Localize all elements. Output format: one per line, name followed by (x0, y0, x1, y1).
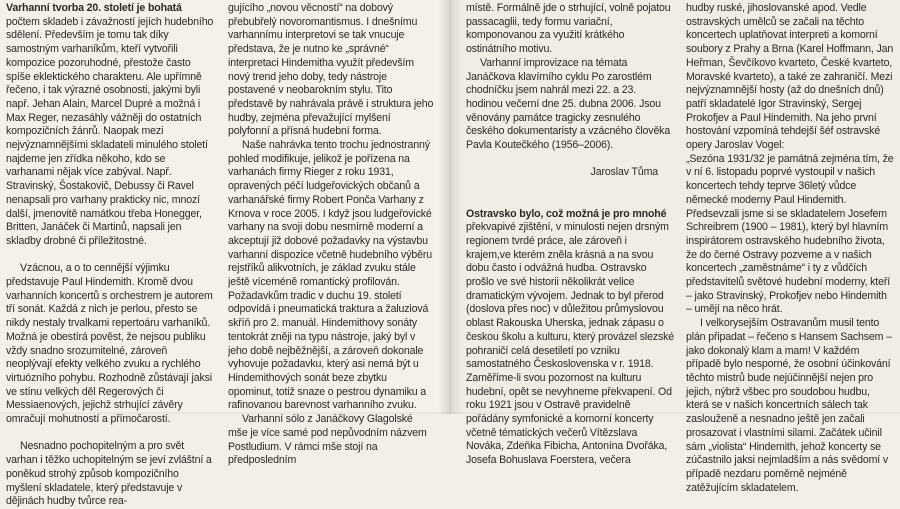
column-4 (686, 2, 894, 495)
paragraph-3-text: překvapivé zjištění, v minulosti nejen drsným regionem tvrdé práce, ale zároveň i krajem,ve kterém zněla krásná a na svou dobu často i odvážná hudba. Ostravsko prošlo ve své historii několikrát velice dramatickým vývojem. Jednak to byl přerod (doslova přes noc) v důležitou průmyslovou oblast Rakouska Uherska, jednak zápasu o českou školu a kulturu, který provázel slezské pohraničí celá desetiletí po vzniku samostatného Československa v r. 1918. Zaměříme-li svou pozornost na kulturu hudební, opět se nevyhneme překvapení. Od roku 1921 jsou v Ostravě pravidelně pořádány symfonické a komorní koncerty včetně tématických večerů Vítězslava Nováka, Zdeňka Fibicha, Antonína Dvořáka, Josefa Bohuslava Foerstera, večera (466, 221, 674, 467)
column-3 (466, 2, 674, 468)
paragraph-3 (466, 208, 674, 468)
section-heading-ostravsko: Ostravsko bylo, což možná je pro mnohé (466, 207, 667, 220)
column-2 (228, 2, 434, 468)
paragraph-3: Varhanní sólo z Janáčkovy Glagolské mše je více samé pod nepůvodním názvem Postludium. V rámci mše stojí na předposledním (228, 413, 427, 467)
paragraph-1: hudby ruské, jihoslovanské apod. Vedle ostravských umělců se začali na těchto koncertech uplatňovat interpreti a komorní soubory z Prahy a Brna (Karel Hoffmann, Jan Heřman, Ševčíkovo kvarteto, České kvarteto, Moravské kvarteto), a také ze zahraničí. Mezi nejvýznamnější hosty (až do dnešních dnů) patří skladatelé Igor Stravinský, Sergej Prokofjev a Paul Hindemith. Na jeho první hostování vzpomíná tehdejší šéf ostravské opery Jaroslav Vogel: (686, 2, 894, 152)
paragraph-2: Naše nahrávka tento trochu jednostranný pohled modifikuje, jelikož je pořízena na varhanách firmy Rieger z roku 1931, opravených péčí ludgeřovických občanů a varhanářské firmy Robert Ponča Varhany z Krnova v roce 2005. I když jsou ludgeřovické varhany na svoji dobu nesmírně moderní a akceptují již dobové požadavky na výstavbu varhanní dispozice včetně hudebního výběru rejstříků alikvotních, je základ zvuku stále ještě víceméně romantický profilován. Požadavkům tradic v duchu 19. století odpovídá i pneumatická traktura a žaluziová skříň pro 2. manuál. Hindemithovy sonáty tentokrát zněji na typu nástroje, jaký byl v jeho době nejběžnější, a zároveň dokonale vyhovuje požadavku, který asi nemá být u Hindemithových sonát beze zbytku opominut, totiž snaze o pestrou dynamiku a rafinovanou barevnost varhanního zvuku. (228, 139, 432, 412)
paragraph-1-text: počtem skladeb i závažností jejích hudebního sdělení. Především je tomu tak díky samostným varhaníkům, kteří vytvořili kompozice pozoruhodné, přestože často spíše eklektického charakteru. Ale upřímně řečeno, i tak výrazné osobnosti, jakými byli např. Jehan Alain, Marcel Dupré a možná i Max Reger, nezasáhly vážněji do ostatních kompozičních žánrů. Naopak mezi nejvýznamnějšími skladateli minulého století najdeme jen zřídka někoho, kdo se varhanami nějak více zabýval. Např. Stravinský, Šostakovič, Debussy či Ravel nenapsali pro varhany prakticky nic, mnozí další, jmenovitě namátkou třeba Honegger, Britten, Janáček či Martinů, napsali jen skladby drobné či příležitostné. (6, 15, 214, 247)
paragraph-1: místě. Formálně jde o strhující, volně pojatou passacaglii, tedy formu variační, komponovanou za využití krátkého ostinátního motivu. (466, 2, 671, 56)
quote-paragraph: „Sezóna 1931/32 je památná zejména tím, že v ní 6. listopadu poprvé vystoupil v našich koncertech tehdy teprve 36letý vůdce německé moderny Paul Hindemith. Předsevzali jsme si se skladatelem Josefem Schreibrem (1900 – 1981), který byl hlavním inspirátorem ostravského hudebního života, že do černé Ostravy pozveme a v našich koncertech „zaměstnáme“ i ty z vůdčích představitelů světové hudební moderny, kteří – jako Stravinský, Prokofjev nebo Hindemith – umějí na něco hrát. (686, 152, 894, 316)
paragraph-1 (6, 2, 214, 249)
author-signature: Jaroslav Tůma (590, 166, 658, 179)
paragraph-2: Varhanní improvizace na témata Janáčkova klavírního cyklu Po zarostlém chodníčku jsem nahrál mezi 22. a 23. hodinou večerní dne 25. dubna 2006. Jsou věnovány památce tragicky zesnulého českého dokumentaristy a vzácného člověka Pavla Koutečkého (1956–2006). (466, 56, 671, 152)
paragraph-gap (466, 180, 674, 194)
paragraph-3: Nesnadno pochopitelným a pro svět varhan i těžko uchopitelným se jeví zvláštní a poněkud strohý způsob kompozičního myšlení skladatele, který představuje v dějinách hudby tvůrce rea- (6, 440, 212, 508)
paragraph-gap (466, 153, 674, 167)
paragraph-2: Vzácnou, a o to cennější výjimku představuje Paul Hindemith. Kromě dvou varhanních koncertů s orchestrem je autorem tří sonát. Každá z nich je perlou, přesto se nikdy nestaly trvalkami repertoáru varhaníků. Možná je obestírá pověst, že nejsou publiku vždy snadno srozumitelné, zároveň neoplývají efekty velkého zvuku a rychlého virtuózního pohybu. Rozhodně zůstávají jaksi ve stínu velkých děl Regerových či Messiaenových, jejichž strhující závěry omračují mohutností a přímočarostí. (6, 262, 213, 426)
paragraph-gap (466, 194, 674, 208)
paragraph-gap (6, 427, 214, 441)
paragraph-1: gujícího „novou věcností“ na dobový přebubřelý novoromantismus. I dnešnímu varhannímu interpretovi se tak vnucuje představa, že je nutno ke „správné“ interpretaci Hindemitha využít především nový trend jeho doby, tedy nástroje postavené v neobarokním stylu. Tito představě by nahrávala právě i struktura jeho hudby, zejména převažující mylšení polyfonní a přísná hudební forma. (228, 2, 434, 138)
column-1 (6, 2, 214, 509)
paragraph-3: I velkorysejším Ostravanům musil tento plán připadat – řečeno s Hansem Sachsem – jako dokonalý klam a mam! V každém případě bylo nesporné, že osobní účinkování těchto mistrů bude nejúčinnější nejen pro jejich, nýbrž všbec pro soudobou hudbu, která se v našich koncertních sálech tak zaslouženě a nesnadno ještě jen začali prosazovat i vlastními silami. Začátek učinil sám „violista“ Hindemith, jehož koncerty se zúčastnilo jaksi nejmladším a nás svědomí v případě nezdaru poměrně nejméně zatěžujícím skladatelem. (686, 317, 892, 494)
paragraph-gap (6, 249, 214, 263)
section-heading-varhanni-tvorba: Varhanní tvorba 20. století je bohatá (6, 2, 182, 14)
